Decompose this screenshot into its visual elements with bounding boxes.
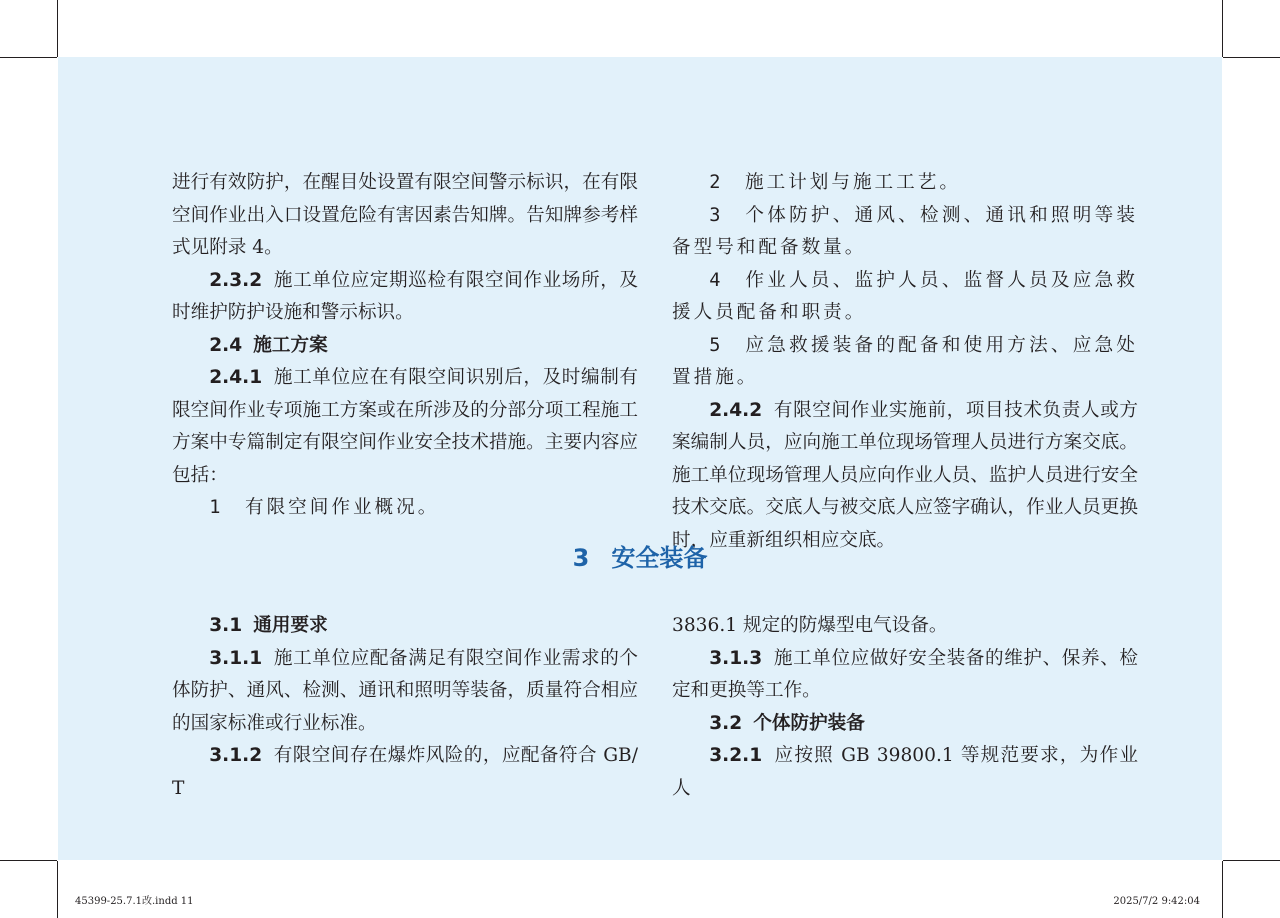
- slug-datetime: 2025/7/2 9:42:04: [1113, 896, 1200, 907]
- clause-number: 3.1.2: [209, 745, 263, 766]
- crop-mark-top-right-v: [1222, 0, 1223, 57]
- clause-text: 施工单位应在有限空间识别后，及时编制有限空间作业专项施工方案或在所涉及的分部分项工程施工方案中专篇制定有限空间作业安全技术措施。主要内容应包括：: [172, 367, 638, 486]
- clause-3-1-3: [672, 643, 1138, 708]
- clause-number: 2.4.2: [709, 399, 763, 421]
- crop-mark-bottom-left-v: [57, 861, 58, 918]
- clause-3-1-1: [172, 643, 638, 741]
- list-item-2: 2 施工计划与施工工艺。: [709, 172, 961, 193]
- clause-number: 3.1.3: [709, 647, 763, 669]
- clause-text: 施工单位应配备满足有限空间作业需求的个体防护、通风、检测、通讯和照明等装备，质量符合相应的国家标准或行业标准。: [172, 647, 638, 734]
- clause-text: 施工单位应做好安全装备的维护、保养、检定和更换等工作。: [672, 647, 1138, 701]
- section-heading-2-4: [172, 330, 638, 363]
- section-title: 施工方案: [253, 334, 328, 356]
- right-column-top: [672, 167, 1138, 557]
- list-item-5: 5 应急救援装备的配备和使用方法、应急处置措施。: [672, 334, 1138, 388]
- paragraph-continuation: 3836.1 规定的防爆型电气设备。: [672, 615, 948, 636]
- section-heading-3-1: [172, 610, 638, 643]
- clause-3-1-2: [172, 740, 638, 805]
- crop-mark-top-right-h: [1223, 57, 1280, 58]
- section-heading-3-2: [672, 708, 1138, 741]
- section-number: 3.1: [209, 615, 243, 636]
- section-title: 通用要求: [253, 615, 328, 636]
- chapter-heading: [0, 536, 1280, 580]
- section-title: 个体防护装备: [753, 712, 865, 734]
- list-item-3: 3 个体防护、通风、检测、通讯和照明等装备型号和配备数量。: [672, 204, 1138, 258]
- chapter-title: 安全装备: [611, 544, 708, 572]
- left-column-bottom: [172, 610, 638, 805]
- left-column-top: [172, 167, 638, 525]
- clause-text: 应按照 GB 39800.1 等规范要求，为作业人: [672, 745, 1138, 799]
- paragraph-continuation: 进行有效防护，在醒目处设置有限空间警示标识，在有限空间作业出入口设置危险有害因素告知牌。告知牌参考样式见附录 4。: [172, 172, 638, 258]
- clause-text: 有限空间作业实施前，项目技术负责人或方案编制人员，应向施工单位现场管理人员进行方案交底。施工单位现场管理人员应向作业人员、监护人员进行安全技术交底。交底人与被交底人应签字确认，作业人员更换时，应重新组织相应交底。: [672, 399, 1138, 551]
- crop-mark-bottom-right-h: [1223, 860, 1280, 861]
- clause-number: 2.3.2: [209, 269, 263, 291]
- slug-filename: 45399-25.7.1改.indd 11: [75, 896, 194, 907]
- chapter-number: 3: [572, 544, 590, 572]
- clause-text: 有限空间存在爆炸风险的，应配备符合 GB/T: [172, 745, 638, 799]
- crop-mark-top-left-h: [0, 57, 57, 58]
- clause-text: 施工单位应定期巡检有限空间作业场所，及时维护防护设施和警示标识。: [172, 269, 638, 323]
- clause-3-2-1: [672, 740, 1138, 805]
- list-item-4: 4 作业人员、监护人员、监督人员及应急救援人员配备和职责。: [672, 269, 1138, 323]
- right-column-bottom: [672, 610, 1138, 805]
- crop-mark-bottom-left-h: [0, 860, 57, 861]
- crop-mark-top-left-v: [57, 0, 58, 57]
- section-number: 2.4: [209, 334, 243, 356]
- clause-number: 3.1.1: [209, 647, 263, 669]
- list-item-1: 1 有限空间作业概况。: [209, 497, 440, 518]
- clause-number: 2.4.1: [209, 367, 263, 388]
- clause-2-4-1: [172, 362, 638, 492]
- crop-mark-bottom-right-v: [1222, 861, 1223, 918]
- clause-2-3-2: [172, 265, 638, 330]
- clause-2-4-2: [672, 395, 1138, 558]
- clause-number: 3.2.1: [709, 745, 763, 766]
- section-number: 3.2: [709, 712, 743, 734]
